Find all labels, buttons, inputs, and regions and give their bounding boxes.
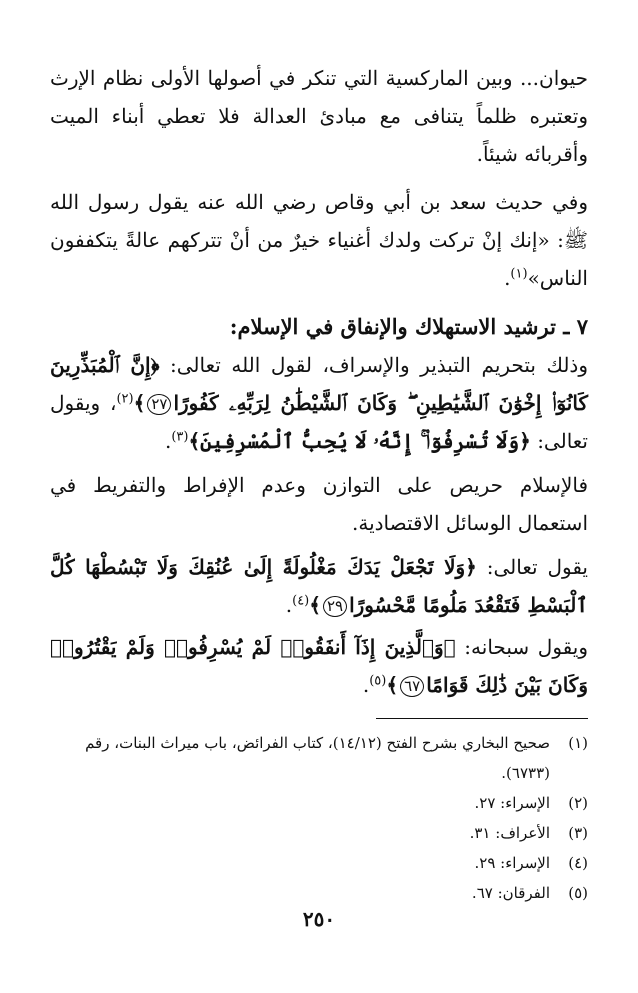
page-number: ٢٥٠ — [302, 907, 336, 931]
verse-close-bracket: ﴾ — [386, 673, 399, 697]
footnote-text: الفرقان: ٦٧. — [471, 884, 550, 902]
intro-text: ويقول سبحانه: — [464, 635, 588, 659]
paragraph-hadith — [50, 183, 588, 297]
footnote-item — [50, 728, 588, 788]
verse-close-bracket: ﴾ — [309, 593, 321, 617]
footnote-number: (٤) — [568, 854, 588, 872]
footnote-divider — [376, 718, 588, 719]
paragraph-verse-67 — [50, 628, 588, 704]
paragraph-extravagance — [50, 346, 588, 460]
connector-text: ، ويقول تعالى: — [50, 391, 588, 453]
sentence-end: . — [285, 593, 293, 617]
paragraph-verse-29 — [50, 548, 588, 624]
ayah-number-mark: ٢٧ — [147, 394, 171, 415]
quran-verse-1: ﴿إِنَّ ٱلْمُبَذِّرِينَ كَانُوٓا۟ إِخْوَٰنَ ٱلشَّيَٰطِينِ ۖ وَكَانَ ٱلشَّيْطَٰنُ لِرَبِّهِۦ كَفُورًا — [50, 353, 588, 415]
footnote-number: (٢) — [568, 794, 588, 812]
quran-verse: ﴿وَلَا تَجْعَلْ يَدَكَ مَغْلُولَةً إِلَىٰ عُنُقِكَ وَلَا تَبْسُطْهَا كُلَّ ٱلْبَسْطِ فَتَقْعُدَ مَلُومًا مَّحْسُورًا — [50, 555, 588, 617]
verse-close-bracket: ﴾ — [133, 391, 146, 415]
footnote-item — [50, 788, 588, 818]
footnote-ref-5[interactable]: (٥) — [369, 673, 387, 689]
footnote-item — [50, 818, 588, 848]
footnotes — [50, 728, 588, 908]
footnote-ref-4[interactable]: (٤) — [292, 593, 310, 609]
footnote-number: (١) — [568, 734, 588, 752]
ayah-number-mark: ٦٧ — [400, 676, 424, 697]
footnote-ref-2[interactable]: (٢) — [116, 391, 134, 407]
intro-text: وذلك بتحريم التبذير والإسراف، لقول الله تعالى: — [170, 353, 588, 377]
footnote-text: الإسراء: ٢٩. — [474, 854, 550, 872]
paragraph-text: فالإسلام حريص على التوازن وعدم الإفراط والتفريط في استعمال الوسائل الاقتصادية. — [50, 473, 588, 535]
ayah-number-mark: ٢٩ — [323, 596, 347, 617]
footnote-number: (٥) — [568, 884, 588, 902]
footnote-item — [50, 878, 588, 908]
hadith-text: وفي حديث سعد بن أبي وقاص رضي الله عنه يقول رسول الله ﷺ: «إنك إنْ تركت ولدك أغنياء خيرٌ من أنْ تتركهم عالةً يتكففون الناس» — [50, 190, 588, 290]
quran-verse: ﴿وَٱلَّذِينَ إِذَآ أَنفَقُوا۟ لَمْ يُسْرِفُوا۟ وَلَمْ يَقْتُرُوا۟ وَكَانَ بَيْنَ ذَٰلِكَ قَوَامًا — [50, 635, 588, 697]
footnote-ref-1[interactable]: (١) — [510, 266, 528, 282]
footnote-text: صحيح البخاري بشرح الفتح (١٤/١٢)، كتاب الفرائض، باب ميراث البنات، رقم (٦٧٣٣). — [85, 734, 550, 782]
sentence-end: . — [164, 429, 172, 453]
footnote-text: الإسراء: ٢٧. — [474, 794, 550, 812]
paragraph-text: حيوان... وبين الماركسية التي تنكر في أصولها الأولى نظام الإرث وتعتبره ظلماً يتنافى مع مبادئ العدالة فلا تعطي أبناء الميت وأقربائه شيئاً. — [50, 66, 588, 166]
footnote-text: الأعراف: ٣١. — [469, 824, 550, 842]
footnote-ref-3[interactable]: (٣) — [171, 429, 189, 445]
footnote-number: (٣) — [568, 824, 588, 842]
paragraph-inheritance — [50, 59, 588, 173]
footnote-item — [50, 848, 588, 878]
intro-text: يقول تعالى: — [486, 555, 588, 579]
quran-verse-2: ﴿وَلَا تُسْرِفُوٓا۟ ۚ إِنَّهُۥ لَا يُحِبُّ ٱلْمُسْرِفِينَ﴾ — [188, 429, 531, 453]
sentence-end: . — [362, 673, 370, 697]
sentence-end: . — [504, 266, 511, 290]
paragraph-balance — [50, 466, 588, 542]
section-heading: ٧ ـ ترشيد الاستهلاك والإنفاق في الإسلام: — [229, 314, 588, 339]
